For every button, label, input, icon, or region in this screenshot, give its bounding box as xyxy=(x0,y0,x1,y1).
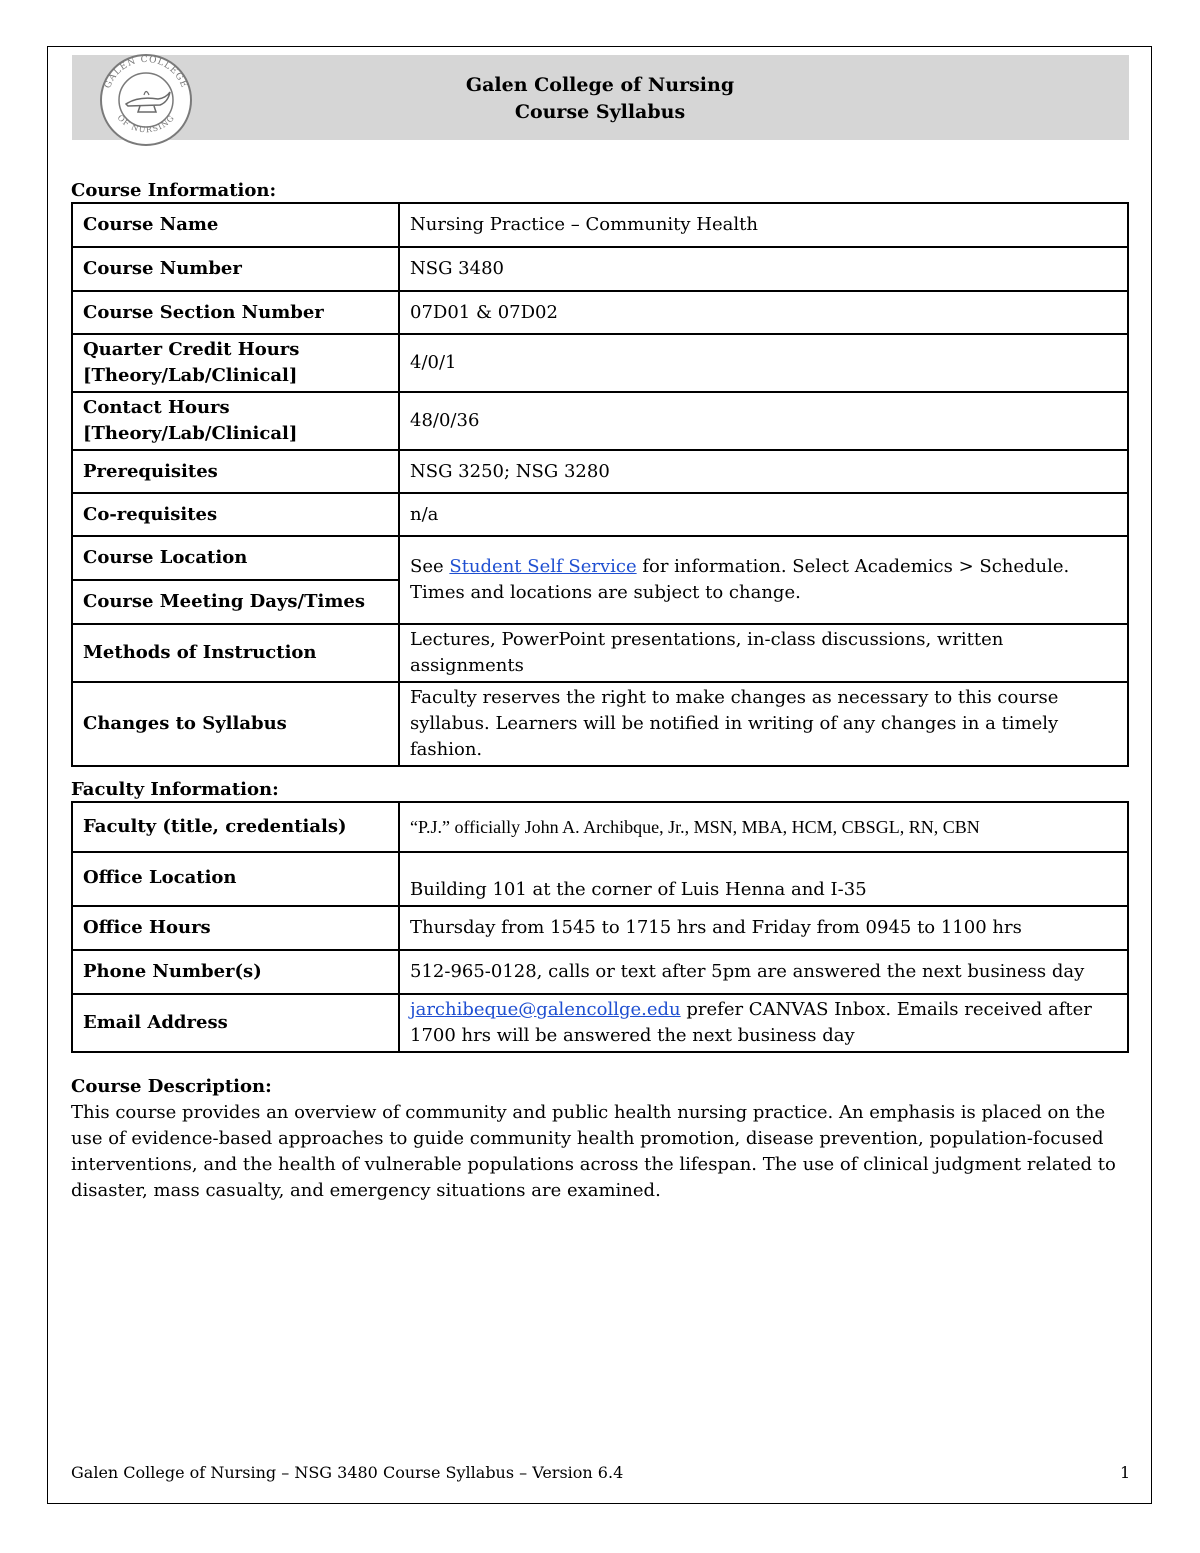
methods-label: Methods of Instruction xyxy=(72,624,399,682)
table-row xyxy=(72,802,1128,852)
title-line-2: Course Syllabus xyxy=(514,101,686,123)
location-suffix: for information. Select Academics > Schedule. Times and locations are subject to change. xyxy=(410,556,1070,603)
contact-hours-value: 48/0/36 xyxy=(399,392,1128,450)
course-info-heading: Course Information: xyxy=(71,180,277,201)
office-location-label: Office Location xyxy=(72,852,399,906)
meeting-days-label: Course Meeting Days/Times xyxy=(72,580,399,624)
table-row xyxy=(72,682,1128,766)
table-row xyxy=(72,203,1128,247)
college-seal-logo xyxy=(88,52,204,148)
credit-hours-value: 4/0/1 xyxy=(399,334,1128,392)
phone-value: 512-965-0128, calls or text after 5pm are answered the next business day xyxy=(399,950,1128,994)
faculty-value: “P.J.” officially John A. Archibque, Jr., MSN, MBA, HCM, CBSGL, RN, CBN xyxy=(399,802,1128,852)
table-row xyxy=(72,994,1128,1052)
table-row xyxy=(72,493,1128,536)
phone-label: Phone Number(s) xyxy=(72,950,399,994)
page-number: 1 xyxy=(1120,1463,1131,1482)
location-prefix: See xyxy=(410,556,450,577)
table-row xyxy=(72,852,1128,906)
faculty-info-heading: Faculty Information: xyxy=(71,779,279,800)
course-name-label: Course Name xyxy=(72,203,399,247)
email-suffix: prefer CANVAS Inbox. Emails received after 1700 hrs will be answered the next business day xyxy=(410,999,1092,1046)
section-number-value: 07D01 & 07D02 xyxy=(399,291,1128,334)
changes-value: Faculty reserves the right to make changes as necessary to this course syllabus. Learners will be notified in writing of any changes in a timely fashion. xyxy=(399,682,1128,766)
footer-text: Galen College of Nursing – NSG 3480 Course Syllabus – Version 6.4 xyxy=(71,1463,624,1482)
course-location-label: Course Location xyxy=(72,536,399,580)
course-info-table xyxy=(71,202,1129,767)
methods-value: Lectures, PowerPoint presentations, in-class discussions, written assignments xyxy=(399,624,1128,682)
course-number-label: Course Number xyxy=(72,247,399,291)
credit-hours-label: Quarter Credit Hours [Theory/Lab/Clinical] xyxy=(72,334,399,392)
email-label: Email Address xyxy=(72,994,399,1052)
table-row xyxy=(72,950,1128,994)
logo-text-top: GALEN COLLEGE xyxy=(103,54,189,90)
section-number-label: Course Section Number xyxy=(72,291,399,334)
course-description-text: This course provides an overview of community and public health nursing practice. An emphasis is placed on the use of evidence-based approaches to guide community health promotion, disease prevention, population-focused interventions, and the health of vulnerable populations across the lifespan. The use of clinical judgment related to disaster, mass casualty, and emergency situations are examined. xyxy=(71,1102,1116,1201)
logo-text-bottom: OF NURSING xyxy=(115,113,177,135)
table-row xyxy=(72,392,1128,450)
prerequisites-value: NSG 3250; NSG 3280 xyxy=(399,450,1128,493)
office-hours-label: Office Hours xyxy=(72,906,399,950)
table-row xyxy=(72,450,1128,493)
email-link[interactable]: jarchibeque@galencollge.edu xyxy=(410,999,681,1020)
office-location-value: Building 101 at the corner of Luis Henna and I-35 xyxy=(399,852,1128,906)
course-name-value: Nursing Practice – Community Health xyxy=(399,203,1128,247)
changes-label: Changes to Syllabus xyxy=(72,682,399,766)
table-row xyxy=(72,536,1128,580)
prerequisites-label: Prerequisites xyxy=(72,450,399,493)
table-row xyxy=(72,906,1128,950)
email-value xyxy=(399,994,1128,1052)
office-hours-value: Thursday from 1545 to 1715 hrs and Friday from 0945 to 1100 hrs xyxy=(399,906,1128,950)
faculty-label: Faculty (title, credentials) xyxy=(72,802,399,852)
faculty-info-table xyxy=(71,801,1129,1053)
contact-hours-label: Contact Hours [Theory/Lab/Clinical] xyxy=(72,392,399,450)
corequisites-value: n/a xyxy=(399,493,1128,536)
course-description-heading: Course Description: xyxy=(71,1076,272,1097)
table-row xyxy=(72,624,1128,682)
corequisites-label: Co-requisites xyxy=(72,493,399,536)
table-row xyxy=(72,247,1128,291)
location-schedule-value xyxy=(399,536,1128,624)
title-line-1: Galen College of Nursing xyxy=(465,74,735,96)
table-row xyxy=(72,291,1128,334)
course-number-value: NSG 3480 xyxy=(399,247,1128,291)
page-title xyxy=(400,72,800,126)
table-row xyxy=(72,334,1128,392)
student-self-service-link[interactable]: Student Self Service xyxy=(449,556,637,577)
